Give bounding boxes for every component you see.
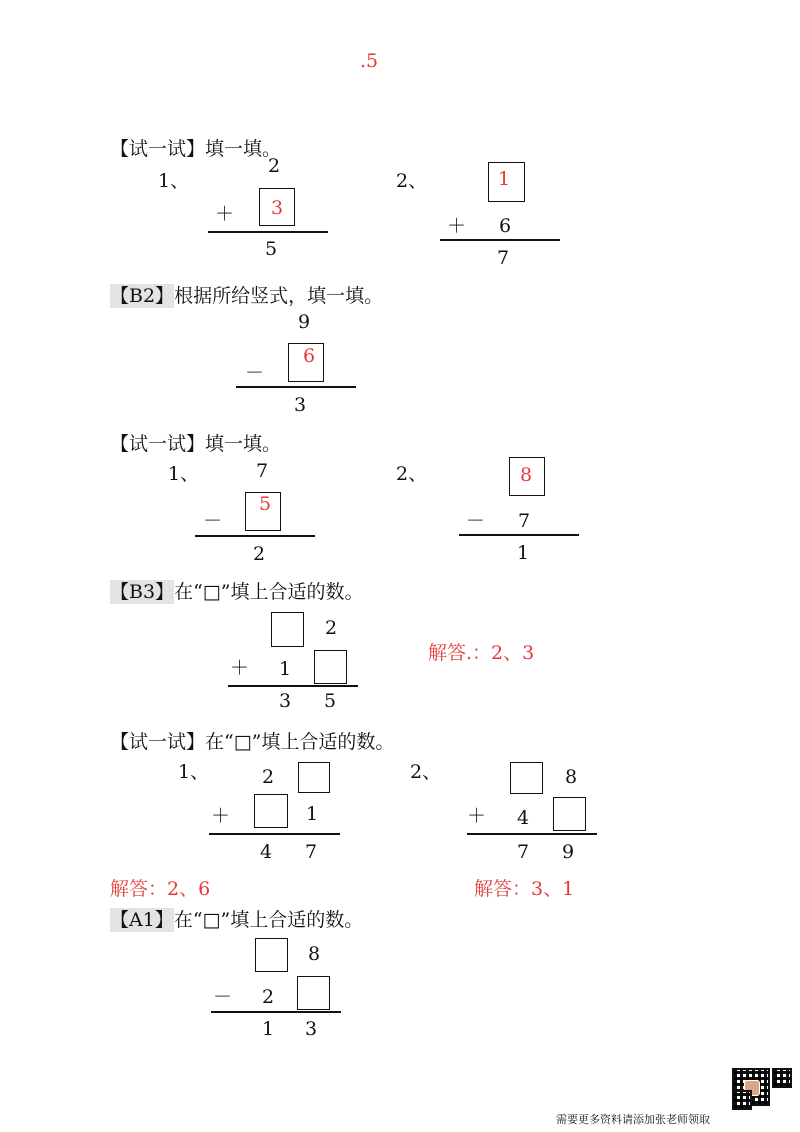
result-ones: 7 [305,841,318,863]
answer-box-ones[interactable] [297,976,330,1010]
sum-line [467,833,597,835]
digit-bottom-tens: 4 [517,807,530,829]
digit-bottom: 7 [518,510,531,532]
result-digit: 2 [253,543,266,565]
digit-top-ones: 2 [325,617,338,639]
result-ones: 9 [562,841,575,863]
difference-line [236,386,356,388]
minus-sign: － [203,510,223,532]
difference-line [211,1011,341,1013]
plus-sign: ＋ [467,805,487,827]
minus-sign: － [466,510,486,532]
problem-index: 1、 [158,170,190,192]
result-digit: 5 [265,238,278,260]
difference-line [459,534,579,536]
heading-text: 根据所给竖式，填一填。 [174,285,384,307]
answer-box-ones[interactable] [298,762,330,793]
top-mark: .5 [360,50,379,72]
result-tens: 7 [517,841,530,863]
problem-index: 1、 [168,463,200,485]
heading-text: 在“□”填上合适的数。 [173,909,364,931]
result-digit: 7 [497,247,510,269]
sum-line [228,685,358,687]
result-ones: 3 [305,1018,318,1040]
answer-text: 解答：2、6 [110,878,211,900]
result-tens: 3 [279,690,292,712]
answer-box-tens[interactable] [255,938,288,972]
section-tag: 【B2】 [110,285,175,307]
section-tag: 【A1】 [110,909,174,931]
problem-index: 1、 [178,761,210,783]
section-tag: 【B3】 [110,581,175,603]
digit-top-tens: 2 [262,766,275,788]
answer-box-ones[interactable] [553,797,586,831]
plus-sign: ＋ [447,215,467,237]
plus-sign: ＋ [211,805,231,827]
plus-sign: ＋ [230,657,250,679]
problem-index: 2、 [396,170,428,192]
sum-line [209,833,340,835]
section-heading-b3 [110,583,363,602]
digit-bottom-tens: 1 [279,658,292,680]
plus-sign: ＋ [215,203,235,225]
section-heading-try-2: 【试一试】填一填。 [110,433,282,455]
digit-top: 7 [256,460,269,482]
filled-digit: 5 [259,493,272,515]
filled-digit: 1 [498,168,511,190]
filled-digit: 3 [271,197,284,219]
qr-code-corner [772,1068,792,1088]
difference-line [195,535,315,537]
problem-index: 2、 [396,463,428,485]
minus-sign: － [245,362,265,384]
sum-line [208,231,328,233]
digit-top-ones: 8 [565,766,578,788]
section-heading-b2 [110,287,383,306]
problem-index: 2、 [410,761,442,783]
section-heading-a1 [110,911,363,930]
sum-line [440,239,560,241]
answer-text: 解答.：2、3 [428,642,535,664]
digit-bottom-tens: 2 [262,986,275,1008]
result-tens: 1 [262,1018,275,1040]
answer-box-tens[interactable] [510,762,543,794]
result-digit: 3 [294,394,307,416]
qr-code-corner [732,1090,752,1110]
minus-sign: － [213,986,233,1008]
digit-top-ones: 8 [308,943,321,965]
footer-text: 需要更多资料请添加张老师领取 [556,1113,710,1126]
section-heading-try-1: 【试一试】填一填。 [110,138,282,160]
filled-digit: 6 [303,345,316,367]
answer-box-ones[interactable] [314,650,347,684]
heading-text: 在“□”填上合适的数。 [174,581,364,603]
answer-text: 解答：3、1 [474,878,575,900]
result-tens: 4 [260,841,273,863]
filled-digit: 8 [520,464,533,486]
answer-box-tens[interactable] [271,612,304,647]
answer-box-tens[interactable] [254,794,288,828]
result-digit: 1 [517,542,530,564]
digit-bottom-ones: 1 [306,803,319,825]
section-heading-try-3: 【试一试】在“□”填上合适的数。 [110,731,395,753]
digit-top: 9 [298,311,311,333]
result-ones: 5 [324,690,337,712]
digit-top: 2 [268,155,281,177]
digit-bottom: 6 [499,215,512,237]
